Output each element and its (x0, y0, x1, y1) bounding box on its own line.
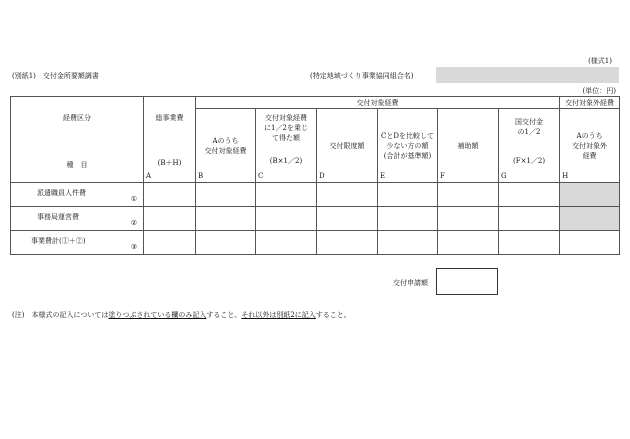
table-cell[interactable] (378, 183, 438, 207)
table-cell[interactable] (256, 231, 317, 255)
table-cell[interactable] (438, 183, 499, 207)
nonsubsidy-group-header: 交付対象外経費 (560, 97, 620, 109)
category-header: 経費区分 種 目 (11, 97, 144, 183)
table-cell[interactable] (560, 231, 620, 255)
table-cell[interactable] (499, 231, 560, 255)
shaded-input-cell[interactable] (560, 183, 620, 207)
shaded-input-cell[interactable] (560, 207, 620, 231)
table-cell[interactable] (378, 231, 438, 255)
table-cell[interactable] (499, 207, 560, 231)
row-label: 派遣職員人件費 ① (11, 183, 144, 207)
col-c-header: 交付対象経費 に1／2を乗じ て得た額 (B×1／2) C (256, 109, 317, 183)
organization-name-field[interactable] (436, 67, 619, 83)
table-cell[interactable] (256, 207, 317, 231)
row-label: 事業費計(①＋②) ③ (11, 231, 144, 255)
col-b-header: Aのうち 交付対象経費 B (196, 109, 256, 183)
application-amount-label: 交付申請額 (393, 279, 428, 287)
col-f-header: 補助額 F (438, 109, 499, 183)
table-cell[interactable] (196, 231, 256, 255)
table-cell[interactable] (438, 231, 499, 255)
col-h-header: Aのうち 交付対象外 経費 H (560, 109, 620, 183)
document-title: (別紙1) 交付金所要額調書 (12, 72, 99, 80)
col-d-header: 交付限度額 D (317, 109, 378, 183)
table-cell[interactable] (499, 183, 560, 207)
table-cell[interactable] (317, 207, 378, 231)
table-cell[interactable] (144, 207, 196, 231)
table-cell[interactable] (256, 183, 317, 207)
footnote: (注) 本様式の記入については塗りつぶされている欄のみ記入すること。それ以外は別紙2に記入すること。 (12, 311, 351, 319)
unit-label: (単位：円) (582, 87, 616, 95)
col-e-header: CとDを比較して 少ない方の額 (合計が基準額) E (378, 109, 438, 183)
table-cell[interactable] (378, 207, 438, 231)
total-cost-header: 総事業費 (B＋H) A (144, 97, 196, 183)
row-label: 事務局運営費 ② (11, 207, 144, 231)
table-cell[interactable] (317, 183, 378, 207)
subsidy-group-header: 交付対象経費 (196, 97, 560, 109)
table-row (11, 231, 620, 255)
table-cell[interactable] (144, 183, 196, 207)
col-g-header: 国交付金 の1／2 (F×1／2) G (499, 109, 560, 183)
table-cell[interactable] (144, 231, 196, 255)
table-cell[interactable] (196, 207, 256, 231)
application-amount-field[interactable] (436, 268, 498, 295)
table-row (11, 207, 620, 231)
form-number: (様式1) (588, 57, 612, 65)
table-row (11, 183, 620, 207)
organization-label: (特定地域づくり事業協同組合名) (310, 72, 414, 80)
table-cell[interactable] (317, 231, 378, 255)
table-cell[interactable] (196, 183, 256, 207)
budget-table (10, 96, 620, 255)
table-cell[interactable] (438, 207, 499, 231)
